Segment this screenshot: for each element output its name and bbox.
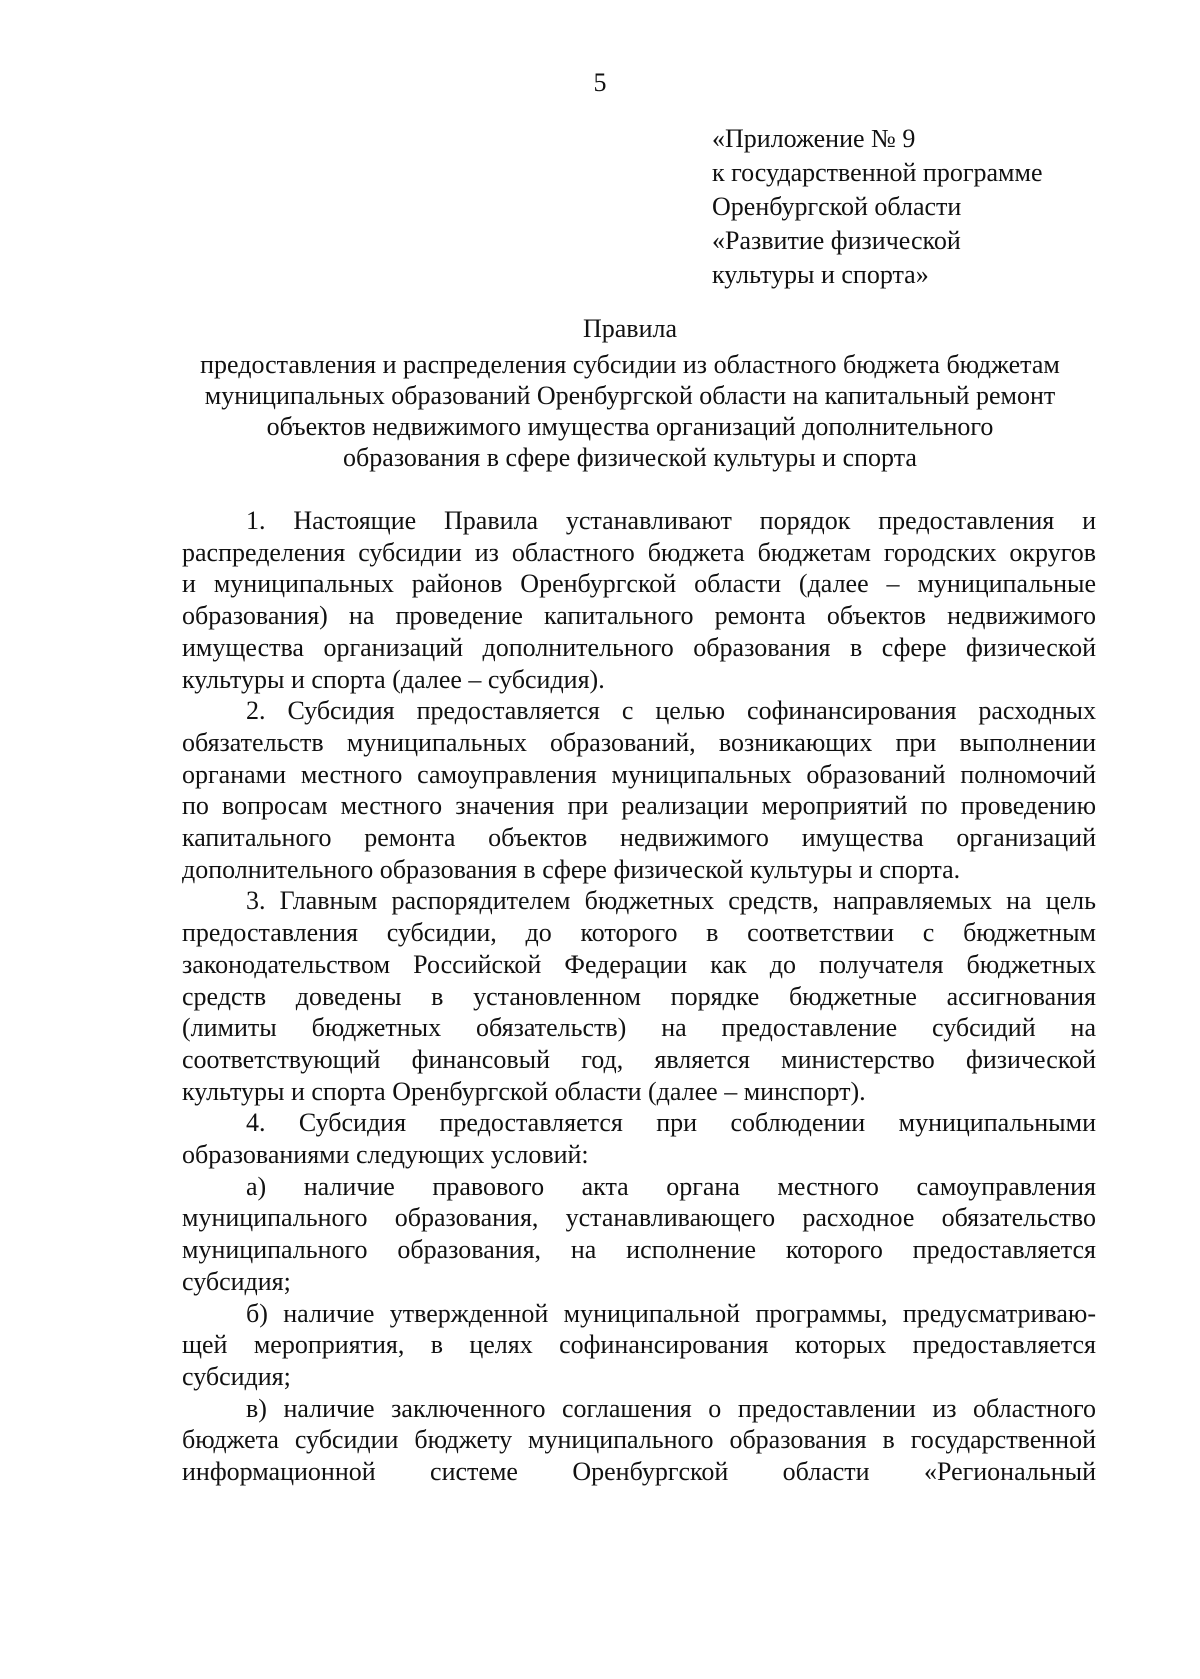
appendix-line: «Приложение № 9	[712, 124, 916, 153]
paragraph-3-line: (лимиты бюджетных обязательств) на предоставление субсидий на	[182, 1013, 1096, 1043]
paragraph-1-line: культуры и спорта (далее – субсидия).	[182, 664, 605, 694]
appendix-line: Оренбургской области	[712, 192, 962, 221]
item-v-line: информационной системе Оренбургской области «Региональный	[182, 1457, 1096, 1487]
item-v-line: бюджета субсидии бюджету муниципального образования в государственной	[182, 1425, 1096, 1455]
paragraph-3-line: культуры и спорта Оренбургской области (далее – минспорт).	[182, 1076, 866, 1106]
appendix-line: к государственной программе	[712, 158, 1043, 187]
page-number: 5	[593, 68, 607, 97]
paragraph-2-line: органами местного самоуправления муниципальных образований полномочий	[182, 759, 1096, 789]
item-a-line: муниципального образования, на исполнение которого предоставляется	[182, 1235, 1096, 1265]
paragraph-2-line: дополнительного образования в сфере физической культуры и спорта.	[182, 854, 961, 884]
paragraph-1-line: и муниципальных районов Оренбургской области (далее – муниципальные	[182, 569, 1096, 599]
title-line: образования в сфере физической культуры и спорта	[343, 443, 917, 472]
document-title	[150, 313, 1110, 473]
item-a-line: муниципального образования, устанавливающего расходное обязательство	[182, 1203, 1096, 1233]
paragraph-3-line: предоставления субсидии, до которого в соответствии с бюджетным	[182, 918, 1096, 948]
item-b-line: субсидия;	[182, 1361, 291, 1391]
paragraph-2-line: обязательств муниципальных образований, возникающих при выполнении	[182, 727, 1096, 757]
item-v-line: в) наличие заключенного соглашения о предоставлении из областного	[246, 1393, 1096, 1423]
paragraph-1-line: 1. Настоящие Правила устанавливают порядок предоставления и	[246, 506, 1096, 535]
item-a-line: а) наличие правового акта органа местного самоуправления	[246, 1171, 1096, 1201]
paragraph-3-line: 3. Главным распорядителем бюджетных средств, направляемых на цель	[246, 886, 1096, 916]
appendix-line: культуры и спорта»	[712, 260, 929, 289]
item-a-line: субсидия;	[182, 1266, 291, 1296]
title-line: предоставления и распределения субсидии из областного бюджета бюджетам	[200, 350, 1060, 379]
title-heading: Правила	[582, 314, 678, 343]
title-line: объектов недвижимого имущества организаций дополнительного	[266, 412, 994, 441]
paragraph-2-line: капитального ремонта объектов недвижимого имущества организаций	[182, 823, 1096, 853]
paragraph-3-line: средств доведены в установленном порядке бюджетные ассигнования	[182, 981, 1096, 1011]
paragraph-2-line: по вопросам местного значения при реализации мероприятий по проведению	[182, 791, 1096, 821]
paragraph-3-line: законодательством Российской Федерации как до получателя бюджетных	[182, 949, 1096, 979]
item-b-line: щей мероприятия, в целях софинансирования которых предоставляется	[182, 1330, 1096, 1360]
paragraph-4-line: 4. Субсидия предоставляется при соблюдении муниципальными	[246, 1108, 1096, 1138]
paragraph-4-line: образованиями следующих условий:	[182, 1140, 589, 1170]
paragraph-1-line: распределения субсидии из областного бюджета бюджетам городских округов	[182, 537, 1096, 567]
title-line: муниципальных образований Оренбургской области на капитальный ремонт	[204, 381, 1056, 410]
appendix-line: «Развитие физической	[712, 226, 961, 255]
paragraph-3-line: соответствующий финансовый год, является министерство физической	[182, 1044, 1096, 1074]
appendix-reference	[712, 122, 1152, 292]
paragraph-2-line: 2. Субсидия предоставляется с целью софинансирования расходных	[246, 696, 1096, 726]
paragraph-1-line: образования) на проведение капитального ремонта объектов недвижимого	[182, 601, 1096, 631]
body-text	[182, 505, 1096, 1488]
paragraph-1-line: имущества организаций дополнительного образования в сфере физической	[182, 632, 1096, 662]
item-b-line: б) наличие утвержденной муниципальной программы, предусматриваю-	[246, 1298, 1096, 1328]
